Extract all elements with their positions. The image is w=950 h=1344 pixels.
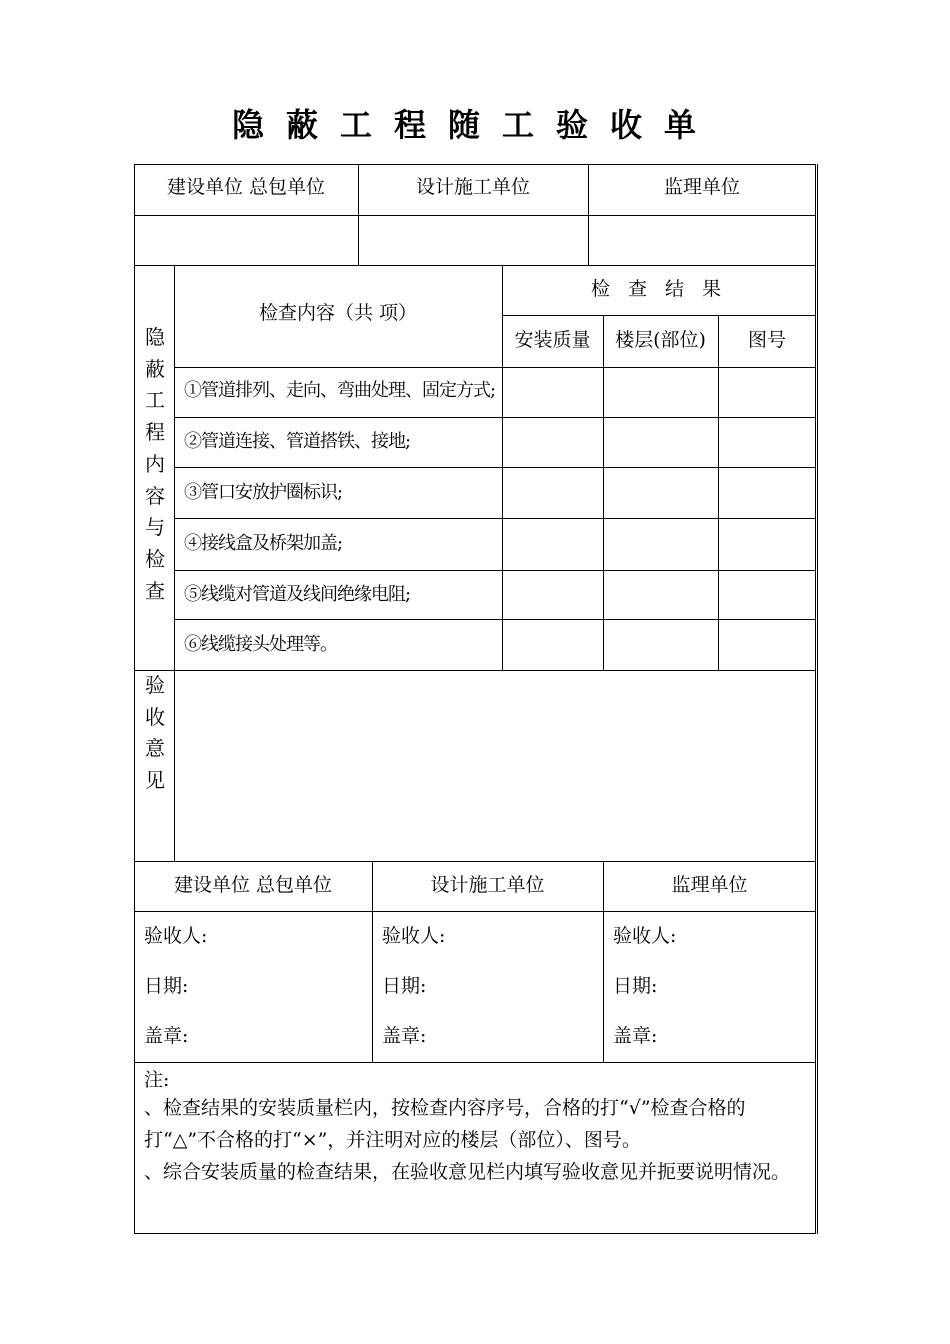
date-label: 日期: bbox=[144, 975, 189, 997]
inspection-item: ⑥线缆接头处理等。 bbox=[184, 634, 337, 655]
row-divider bbox=[174, 619, 816, 620]
row-divider bbox=[174, 518, 816, 519]
result-col-drawing: 图号 bbox=[747, 329, 786, 351]
row-divider bbox=[134, 215, 816, 216]
signoff-supervision-unit: 监理单位 bbox=[671, 874, 748, 896]
row-divider bbox=[134, 670, 816, 671]
header-design-unit: 设计施工单位 bbox=[415, 176, 530, 198]
inspection-item: ②管道连接、管道搭铁、接地; bbox=[184, 431, 411, 452]
signoff-construction-unit: 建设单位 总包单位 bbox=[173, 874, 333, 896]
seal-label: 盖章: bbox=[144, 1025, 189, 1047]
col-divider bbox=[174, 265, 175, 861]
content-header: 检查内容（共 项） bbox=[258, 302, 418, 324]
receiver-label: 验收人: bbox=[144, 925, 208, 947]
receiver-label: 验收人: bbox=[382, 925, 446, 947]
results-header: 检 查 结 果 bbox=[590, 278, 728, 300]
row-divider bbox=[134, 861, 816, 862]
inspection-item: ④接线盒及桥架加盖; bbox=[184, 533, 343, 554]
seal-label: 盖章: bbox=[613, 1025, 658, 1047]
inspection-item: ③管口安放护圈标识; bbox=[184, 482, 343, 503]
opinion-side-label: 验收意见 bbox=[145, 673, 165, 793]
seal-label: 盖章: bbox=[382, 1025, 427, 1047]
date-label: 日期: bbox=[382, 975, 427, 997]
result-col-floor: 楼层(部位) bbox=[615, 329, 706, 351]
col-divider bbox=[603, 315, 604, 670]
row-divider bbox=[134, 265, 816, 266]
row-divider bbox=[134, 911, 816, 912]
notes-label: 注: bbox=[144, 1069, 170, 1091]
header-construction-unit: 建设单位 总包单位 bbox=[166, 176, 326, 198]
date-label: 日期: bbox=[613, 975, 658, 997]
form-title: 隐蔽工程随工验收单 bbox=[231, 106, 718, 144]
inspection-item: ①管道排列、走向、弯曲处理、固定方式; bbox=[184, 380, 496, 401]
result-col-quality: 安装质量 bbox=[514, 329, 591, 351]
row-divider bbox=[174, 570, 816, 571]
signoff-design-unit: 设计施工单位 bbox=[430, 874, 545, 896]
col-divider bbox=[718, 315, 719, 670]
row-divider bbox=[134, 1062, 816, 1063]
receiver-label: 验收人: bbox=[613, 925, 677, 947]
row-divider bbox=[174, 467, 816, 468]
note-line-1: 、检查结果的安装质量栏内，按检查内容序号，合格的打“√”检查合格的打“△”不合格的打“×”，并注明对应的楼层（部位）、图号。 bbox=[144, 1097, 746, 1151]
header-supervision-unit: 监理单位 bbox=[663, 176, 740, 198]
row-divider bbox=[174, 417, 816, 418]
inspection-item: ⑤线缆对管道及线间绝缘电阻; bbox=[184, 584, 411, 605]
row-divider bbox=[174, 367, 816, 368]
table-right-border bbox=[817, 164, 818, 1234]
row-divider bbox=[502, 315, 816, 316]
note-line-2: 、综合安装质量的检查结果，在验收意见栏内填写验收意见并扼要说明情况。 bbox=[144, 1161, 791, 1183]
inspection-side-label: 隐蔽工程内容与检查 bbox=[145, 325, 165, 603]
